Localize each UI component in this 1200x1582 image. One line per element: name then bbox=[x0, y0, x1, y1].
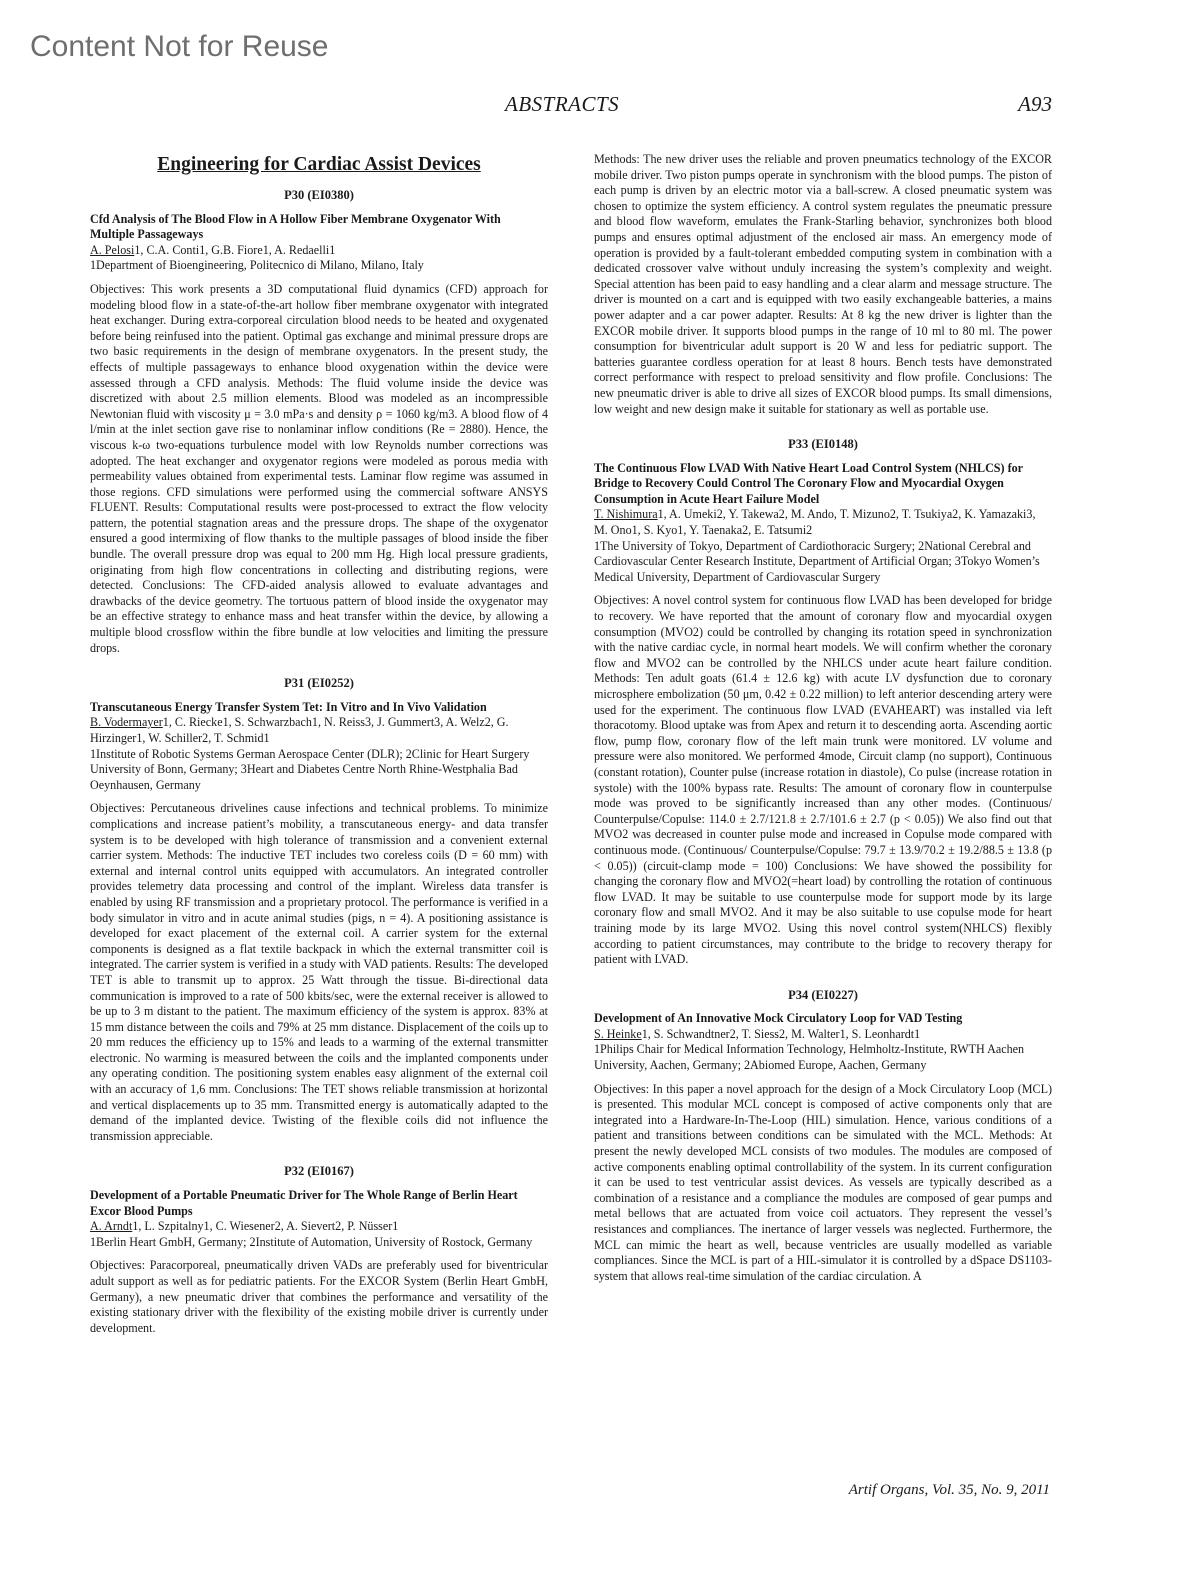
abstract-authors bbox=[90, 243, 548, 259]
abstract-authors bbox=[90, 715, 548, 746]
right-column bbox=[594, 152, 1052, 1304]
first-author: S. Heinke bbox=[594, 1026, 642, 1041]
abstract-affiliation: 1Philips Chair for Medical Information Technology, Helmholtz-Institute, RWTH Aachen University, Aachen, Germany; 2Abiomed Europe, Aachen, Germany bbox=[594, 1042, 1025, 1073]
abstract-id: P31 (EI0252) bbox=[284, 676, 354, 691]
abstract-body: Objectives: A novel control system for continuous flow LVAD has been developed for bridge to recovery. We have reported that the amount of coronary flow and myocardial oxygen consumption (MVO2) could be controlled by changing its rotation speed in synchronization with the native cardiac cycle, in normal heart models. We will confirm whether the coronary flow and MVO2 can be controlled by the NHLCS under acute heart failure condition. Methods: Ten adult goats (61.4 ± 12.6 kg) with acute LV dysfunction due to coronary microsphere embolization (50 μm, 0.42 ± 0.22 million) to left anterior descending artery were used for the experiment. The continuous flow LVAD (EVAHEART) was installed via left thoracotomy. Blood uptake was from Apex and return it to descending aorta. Ascending aortic flow, pump flow, coronary flow of the left main trunk were monitored. LV volume and pressure were also monitored. We performed 4mode, Circuit clamp (no support), Continuous (constant rotation), Counter pulse (increase rotation in diastole), Co pulse (increase rotation in systole) with the 100% bypass rate. Results: The amount of coronary flow in counterpulse mode was proved to be significantly increased than any other modes. (Continuous/ Counterpulse/Copulse: 114.0 ± 2.7/121.8 ± 2.7/101.6 ± 2.7 (p < 0.05)) We also find out that MVO2 was decreased in counter pulse mode and increased in Copulse mode compared with continuous mode. (Continuous/ Counterpulse/Copulse: 79.7 ± 13.9/70.2 ± 19.2/88.5 ± 13.8 (p < 0.05)) (circuit-clamp mode = 100) Conclusions: We have showed the possibility for changing the coronary flow and MVO2(=heart load) by controlling the rotation of continuous flow LVAD. It may be suitable to use counterpulse mode for support mode by its large coronary flow and small MVO2. And it may be also suitable to use copulse mode for heart training mode by its large MVO2. Using this novel control system(NHLCS) flexibly according to patient circumstances, may contribute to the bridge to recovery therapy for patient with LVAD. bbox=[594, 593, 1052, 967]
abstract-body: Objectives: In this paper a novel approach for the design of a Mock Circulatory Loop (MCL) is presented. This modular MCL concept is composed of active components only that are integrated into a Hardware-In-The-Loop (HIL) simulation. Hence, various conditions of a patient and transitions between conditions can be simulated with the MCL. Methods: At present the newly developed MCL consists of two modules. The modules are composed of active components enabling optimal controllability of the system. In its current configuration it can be used to test ventricular assist devices. As vessels are typically described as a combination of a resistance and a compliance the modules are composed of gear pumps and metal bellows that are actuated from voice coil actuators. They represent the vessel’s resistances and compliances. The inertance of larger vessels was neglected. Furthermore, the MCL can mimic the heart as well, because ventricles are usually modelled as variable compliances. Since the MCL is part of a HIL-simulator it is controlled by a dSpace DS1103-system that allows real-time simulation of the cardiac circulation. A bbox=[594, 1081, 1052, 1283]
journal-citation: Artif Organs, Vol. 35, No. 9, 2011 bbox=[848, 1482, 1050, 1498]
abstract-authors bbox=[90, 1219, 548, 1235]
first-author: T. Nishimura bbox=[594, 507, 658, 522]
abstract-affiliation: 1Berlin Heart GmbH, Germany; 2Institute of Automation, University of Rostock, Germany bbox=[90, 1234, 533, 1249]
abstract-p32-continued bbox=[594, 152, 1052, 417]
abstract-p32 bbox=[90, 1164, 548, 1336]
abstract-authors bbox=[594, 507, 1052, 538]
first-author: A. Arndt bbox=[90, 1219, 133, 1234]
abstract-id: P34 (EI0227) bbox=[788, 987, 858, 1002]
abstract-body: Objectives: Percutaneous drivelines cause infections and technical problems. To minimize complications and increase patient’s mobility, a transcutaneous energy- and data transfer system is to be developed with high tolerance of transmission and a convenient external carrier system. Methods: The inductive TET includes two coreless coils (D = 60 mm) with external and internal control units equipped with accumulators. An integrated controller provides telemetry data processing and control of the implant. Wireless data transfer is enabled by using RF transmission and a proprietary protocol. The performance is verified in a body simulator in vitro and in acute animal studies (pigs, n = 4). A positioning assistance is developed for exact placement of the external coil. A carrier system for the external components is designed as a flat textile backpack in which the external transmitter coil is integrated. The carrier system is verified in a study with VAD patients. Results: The developed TET is able to transmit up to approx. 25 Watt through the tissue. Bi-directional data communication is improved to a rate of 500 kbits/sec, were the external receiver is allowed to be up to 3 m distant to the patient. The maximum efficiency of the system is approx. 83% at 15 mm distance between the coils and 79% at 25 mm distance. Displacement of the coils up to 20 mm reduces the efficiency up to 15% and leads to a warming of the external transmitter electronic. No warming is measured between the coils and the implanted components under any operating condition. The positioning system enables easy alignment of the external coil with an accuracy of 1,6 mm. Conclusions: The TET shows reliable transmission at horizontal and vertical displacements up to 35 mm. Transmitted energy is automatically adapted to the demand of the implanted device. Twisting of the flexible coils did not influence the transmission appreciable. bbox=[90, 801, 548, 1143]
abstract-title: Development of a Portable Pneumatic Driver for The Whole Range of Berlin Heart Excor Blood Pumps bbox=[90, 1188, 518, 1218]
abstract-authors bbox=[594, 1027, 1052, 1043]
abstract-affiliation: 1Institute of Robotic Systems German Aerospace Center (DLR); 2Clinic for Heart Surgery University of Bonn, Germany; 3Heart and Diabetes Centre North Rhine-Westphalia Bad Oeynhausen, Germany bbox=[90, 746, 530, 792]
abstract-id: P33 (EI0148) bbox=[788, 437, 858, 452]
abstract-p30 bbox=[90, 188, 548, 656]
abstract-body: Objectives: This work presents a 3D computational fluid dynamics (CFD) approach for modeling blood flow in a state-of-the-art hollow fiber membrane oxygenator with integrated heat exchanger. During extra-corporeal circulation blood needs to be heated and oxygenated before being reinfused into the patient. Optimal gas exchange and minimal pressure drops are two basic requirements in the design of membrane oxygenators. In the present study, the effects of multiple passageways to enhance blood oxygenation within the device were assessed through a CFD analysis. Methods: The fluid volume inside the device was discretized with about 2.5 million elements. Blood was modeled as an incompressible Newtonian fluid with viscosity μ = 3.0 mPa·s and density ρ = 1060 kg/m3. A blood flow of 4 l/min at the inlet section gave rise to nonlaminar inflow conditions (Re = 2880). Hence, the viscous k-ω two-equations turbulence model with low Reynolds number corrections was adopted. The heat exchanger and oxygenator regions were modeled as porous media with permeability values obtained from experimental tests. Laminar flow regime was assumed in those regions. CFD simulations were performed using the commercial software ANSYS FLUENT. Results: Computational results were post-processed to extract the flow velocity pattern, the potential stagnation areas and the pressure drops. The shape of the oxygenator ensured a good intermixing of flow thanks to the multiple passages of blood inside the fiber bundle. The overall pressure drop was equal to 200 mm Hg. High local pressure gradients, originating from high flow concentrations in collecting and distributing regions, were detected. Conclusions: The CFD-aided analysis allowed to evaluate advantages and drawbacks of the device geometry. The tortuous pattern of blood inside the oxygenator may be an effective strategy to enhance mass and heat transfer within the device, by allowing a multiple blood crossflow within the fibre bundle at low velocities and limiting the pressure drops. bbox=[90, 281, 548, 655]
other-authors: 1, S. Schwandtner2, T. Siess2, M. Walter1, S. Leonhardt1 bbox=[641, 1026, 921, 1041]
abstract-p34 bbox=[594, 988, 1052, 1285]
watermark: Content Not for Reuse bbox=[30, 30, 329, 63]
abstract-title: Development of An Innovative Mock Circulatory Loop for VAD Testing bbox=[594, 1011, 963, 1026]
other-authors: 1, L. Szpitalny1, C. Wiesener2, A. Sievert2, P. Nüsser1 bbox=[132, 1219, 399, 1234]
first-author: A. Pelosi bbox=[90, 242, 135, 257]
abstract-body: Objectives: Paracorporeal, pneumatically driven VADs are preferably used for biventricular adult support as well as for pediatric patients. For the EXCOR System (Berlin Heart GmbH, Germany), a new pneumatic driver that combines the performance and versatility of the existing stationary driver with the flexibility of the existing mobile driver is currently under development. bbox=[90, 1258, 548, 1335]
other-authors: 1, A. Umeki2, Y. Takewa2, M. Ando, T. Mizuno2, T. Tsukiya2, K. Yamazaki3, M. Ono1, S. Kyo1, Y. Taenaka2, E. Tatsumi2 bbox=[594, 507, 1036, 538]
abstract-affiliation: 1The University of Tokyo, Department of Cardiothoracic Surgery; 2National Cerebral and Cardiovascular Center Research Institute, Department of Artificial Organ; 3Tokyo Women’s Medical University, Department of Cardiovascular Surgery bbox=[594, 538, 1040, 584]
page-number: A93 bbox=[1018, 92, 1052, 116]
other-authors: 1, C. Riecke1, S. Schwarzbach1, N. Reiss3, J. Gummert3, A. Welz2, G. Hirzinger1, W. Schiller2, T. Schmid1 bbox=[90, 715, 509, 745]
abstract-title: The Continuous Flow LVAD With Native Heart Load Control System (NHLCS) for Bridge to Recovery Could Control The Coronary Flow and Myocardial Oxygen Consumption in Acute Heart Failure Model bbox=[594, 460, 1023, 506]
left-column bbox=[90, 152, 548, 1356]
abstract-p33 bbox=[594, 437, 1052, 968]
abstract-title: Transcutaneous Energy Transfer System Tet: In Vitro and In Vivo Validation bbox=[90, 699, 487, 714]
running-head: ABSTRACTS bbox=[505, 92, 620, 116]
first-author: B. Vodermayer bbox=[90, 715, 163, 730]
abstract-title: Cfd Analysis of The Blood Flow in A Hollow Fiber Membrane Oxygenator With Multiple Passageways bbox=[90, 211, 501, 242]
section-title: Engineering for Cardiac Assist Devices bbox=[157, 154, 481, 175]
abstract-body-continued: Methods: The new driver uses the reliable and proven pneumatics technology of the EXCOR mobile driver. Two piston pumps operate in synchronism with the blood pumps. The piston of each pump is driven by an electric motor via a ball-screw. A closed pneumatic system was chosen to optimize the system efficiency. A control system regulates the pneumatic pressure and blood flow waveform, emulates the Frank-Starling behavior, synchronizes both blood pumps and ensures optimal adjustment of the enclosed air mass. An emergency mode of operation is provided by a fault-tolerant embedded computing system in combination with a dedicated crossover valve without unduly increasing the system’s complexity and weight. Special attention has been paid to easy handling and a clear alarm and message structure. The driver is mounted on a cart and is equipped with two easily exchangeable batteries, a mains power adapter and a car power adapter. Results: At 8 kg the new driver is lighter than the EXCOR mobile driver. It supports blood pumps in the range of 10 ml to 80 ml. The power consumption for biventricular adult support is 20 W and less for pediatric support. The batteries guarantee cordless operation for at least 8 hours. Bench tests have demonstrated correct performance with respect to preload sensitivity and flow profile. Conclusions: The new pneumatic driver is able to drive all sizes of EXCOR blood pumps. Its small dimensions, low weight and new design make it suitable for stationary as well as portable use. bbox=[594, 152, 1052, 416]
abstract-id: P32 (EI0167) bbox=[284, 1164, 354, 1179]
abstract-id: P30 (EI0380) bbox=[284, 188, 354, 202]
abstract-p31 bbox=[90, 676, 548, 1144]
abstract-affiliation: 1Department of Bioengineering, Politecnico di Milano, Milano, Italy bbox=[90, 258, 424, 273]
other-authors: 1, C.A. Conti1, G.B. Fiore1, A. Redaelli1 bbox=[134, 242, 336, 257]
